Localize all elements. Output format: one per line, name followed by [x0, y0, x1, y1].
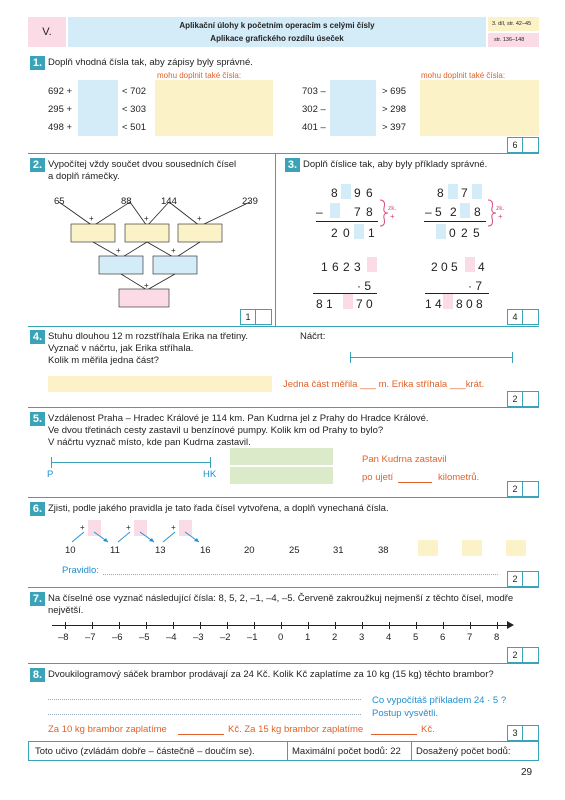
route-line[interactable] — [51, 462, 211, 463]
route-end-hk — [210, 457, 211, 468]
axis-tick[interactable] — [146, 622, 147, 629]
divider-1 — [28, 153, 539, 154]
input-r2[interactable] — [330, 116, 376, 136]
axis-tick[interactable] — [227, 622, 228, 629]
axis-label: 7 — [467, 632, 473, 643]
axis-label: 1 — [305, 632, 311, 643]
seq-blank-1[interactable] — [418, 540, 438, 556]
axis-label: 2 — [332, 632, 338, 643]
input-l2[interactable] — [78, 116, 118, 136]
mul1-r1: 1 6 2 3 — [321, 260, 361, 274]
task-2-score[interactable] — [240, 309, 272, 325]
sub2-r3-2: 2 — [461, 226, 468, 240]
seq-5: 25 — [289, 545, 300, 556]
sub2-line — [424, 221, 486, 222]
axis-tick[interactable] — [119, 622, 120, 629]
axis-tick[interactable] — [362, 622, 363, 629]
mul2-r1b: 4 — [478, 260, 485, 274]
mul1-r2: · 5 — [357, 279, 372, 293]
input-l1[interactable] — [78, 98, 118, 118]
sub1-r2-1: 7 — [354, 205, 361, 219]
sub1-box-a[interactable] — [341, 184, 351, 199]
mul2-box-a[interactable] — [465, 257, 475, 272]
task-8-hint-2: Postup vysvětli. — [372, 708, 438, 719]
task-3-points: 4 — [508, 310, 523, 324]
mul2-r3b: 8 0 8 — [456, 297, 483, 311]
mul1-r3b: 7 0 — [356, 297, 373, 311]
task-7-text-1: Na číselné ose vyznač následující čísla: 8, 5, 2, –1, –4, –5. Červeně zakroužkuj nejmenší z těchto čísel, modře — [48, 593, 514, 604]
task-4-work-area[interactable] — [48, 376, 272, 392]
pyramid-box-4 — [99, 256, 143, 274]
pyramid-box-3 — [178, 224, 222, 242]
pyramid-box-6 — [119, 289, 169, 307]
mul2-r3a: 1 4 — [425, 297, 442, 311]
task-2-points: 1 — [241, 310, 256, 324]
sub1-zk-plus: + — [390, 212, 395, 221]
chapter-label: V. — [42, 26, 52, 38]
footer-self-eval[interactable]: Toto učivo (zvládám dobře – částečně – doučím se). — [35, 746, 255, 757]
extra-l2[interactable] — [155, 116, 273, 136]
sub1-r2-2: 8 — [366, 205, 373, 219]
task-8-blank-2[interactable] — [371, 734, 417, 735]
axis-tick[interactable] — [65, 622, 66, 629]
axis-label: 4 — [386, 632, 392, 643]
pyr-n0: 65 — [54, 196, 65, 207]
sub1-r3-3: 1 — [368, 226, 375, 240]
pyr-n2: 144 — [161, 196, 177, 207]
axis-label: –2 — [220, 632, 231, 643]
seq-4: 20 — [244, 545, 255, 556]
task-6-score[interactable] — [507, 571, 539, 587]
row-r0-b: > 695 — [382, 86, 407, 97]
pyramid-box-5 — [153, 256, 197, 274]
axis-label: –8 — [58, 632, 69, 643]
ribbon-end-left — [350, 352, 351, 363]
divider-3 — [28, 407, 539, 408]
mul2-r2: · 7 — [468, 279, 483, 293]
task-5-answer-2a: po ujetí — [362, 472, 394, 483]
sub1-box-b[interactable] — [330, 203, 340, 218]
axis-tick[interactable] — [92, 622, 93, 629]
task-8-line-1[interactable] — [48, 699, 361, 700]
sub2-r3-3: 5 — [473, 226, 480, 240]
divider-2 — [28, 326, 539, 327]
ref-text-2: str. 136–148 — [494, 37, 525, 43]
axis-tick[interactable] — [173, 622, 174, 629]
task-1-hint-left: mohu doplnit také čísla: — [157, 71, 242, 80]
task-5-text-2: Ve dvou třetinách cesty zastavil u benzínové pumpy. Kolik km od Prahy to bylo? — [48, 425, 384, 436]
task-1-hint-right: mohu doplnit také čísla: — [421, 71, 506, 80]
extra-r0[interactable] — [420, 80, 539, 100]
task-1-text: Doplň vhodná čísla tak, aby zápisy byly správné. — [48, 57, 253, 68]
axis-label: 3 — [359, 632, 365, 643]
seq-blank-3[interactable] — [506, 540, 526, 556]
extra-l0[interactable] — [155, 80, 273, 100]
task-8-points: 3 — [508, 726, 523, 740]
sub1-r3-1: 0 — [343, 226, 350, 240]
sub1-box-c[interactable] — [354, 224, 364, 239]
extra-r2[interactable] — [420, 116, 539, 136]
task-4-text-2: Vyznač v náčrtu, jak Erika stříhala. — [48, 343, 194, 354]
task-2-text-1: Vypočítej vždy součet dvou sousedních čísel — [48, 159, 237, 170]
seq-1: 11 — [110, 545, 120, 556]
task-5-points: 2 — [508, 482, 523, 496]
sub2-box-b[interactable] — [472, 184, 482, 199]
task-5-work-1[interactable] — [230, 448, 333, 465]
axis-tick[interactable] — [308, 622, 309, 629]
mul2-box-b[interactable] — [443, 294, 453, 309]
pyr-plus-6: + — [144, 281, 149, 290]
divider-4 — [28, 497, 539, 498]
row-r0-a: 703 – — [302, 86, 326, 97]
seq-plus-1: + — [80, 523, 85, 532]
task-8-answer-1b: Kč. Za 15 kg brambor zaplatíme — [228, 724, 364, 735]
task-8-score[interactable] — [507, 725, 539, 741]
row-r2-b: > 397 — [382, 122, 407, 133]
task-6-rule-line[interactable] — [103, 574, 498, 575]
pyr-plus-1: + — [89, 214, 94, 223]
ribbon-end-right — [512, 352, 513, 363]
axis-label: –3 — [193, 632, 204, 643]
task-4-answer: Jedna část měřila ___ m. Erika stříhala ___krát. — [283, 379, 485, 390]
ribbon-line[interactable] — [350, 357, 513, 358]
page-number: 29 — [521, 767, 533, 778]
row-l2-a: 498 + — [48, 122, 73, 133]
seq-7: 38 — [378, 545, 389, 556]
sub2-r2-2: 8 — [474, 205, 481, 219]
sub2-box-d[interactable] — [436, 224, 446, 239]
label-hk: HK — [203, 469, 217, 480]
row-r1-b: > 298 — [382, 104, 407, 115]
task-1-number: 1. — [30, 56, 45, 70]
task-4-number: 4. — [30, 330, 45, 344]
axis-tick[interactable] — [497, 622, 498, 629]
row-l0-b: < 702 — [122, 86, 147, 97]
row-r1-a: 302 – — [302, 104, 326, 115]
chapter-box — [28, 17, 66, 47]
ref-text-1: 3. díl, str. 42–45 — [492, 21, 532, 27]
row-r2-a: 401 – — [302, 122, 326, 133]
sub2-r1-0: 8 — [437, 186, 444, 200]
sub1-check-brace — [378, 198, 390, 228]
input-l0[interactable] — [78, 80, 118, 100]
axis-tick[interactable] — [416, 622, 417, 629]
mul1-r3a: 8 1 — [316, 297, 333, 311]
sub1-line — [316, 221, 378, 222]
extra-l1[interactable] — [155, 98, 273, 118]
axis-label: –6 — [112, 632, 123, 643]
sub2-r2-0: 2 — [450, 205, 457, 219]
task-3-text: Doplň číslice tak, aby byly příklady správné. — [303, 159, 488, 170]
axis-label: 0 — [278, 632, 284, 643]
footer-table — [28, 741, 539, 761]
sum-pyramid — [45, 190, 275, 315]
task-6-text: Zjisti, podle jakého pravidla je tato řada čísel vytvořena, a doplň vynechaná čísla. — [48, 503, 389, 514]
task-7-points: 2 — [508, 648, 523, 662]
axis-label: –7 — [85, 632, 96, 643]
axis-tick[interactable] — [470, 622, 471, 629]
task-2-text-2: a doplň rámečky. — [48, 171, 120, 182]
axis-label: –4 — [166, 632, 177, 643]
task-5-blank[interactable] — [398, 482, 432, 483]
sub2-op: – 5 — [425, 205, 442, 219]
ref-box-2 — [488, 33, 539, 47]
title-box — [68, 17, 486, 47]
axis-arrow — [507, 621, 514, 629]
row-l1-a: 295 + — [48, 104, 73, 115]
task-1-points: 6 — [508, 138, 523, 152]
extra-r1[interactable] — [420, 98, 539, 118]
footer-divider-1 — [287, 742, 288, 760]
divider-v — [275, 153, 276, 326]
pyr-plus-3: + — [197, 214, 202, 223]
sub2-r3-1: 0 — [449, 226, 456, 240]
task-4-points: 2 — [508, 392, 523, 406]
task-6-points: 2 — [508, 572, 523, 586]
seq-plus-2: + — [126, 523, 131, 532]
axis-tick[interactable] — [335, 622, 336, 629]
divider-6 — [28, 663, 539, 664]
task-6-number: 6. — [30, 502, 45, 516]
axis-tick[interactable] — [389, 622, 390, 629]
task-7-text-2: největší. — [48, 605, 84, 616]
title-line-1: Aplikační úlohy k početním operacím s celými čísly — [179, 21, 375, 30]
mul1-box-a[interactable] — [367, 257, 377, 272]
seq-0: 10 — [65, 545, 76, 556]
task-8-line-2[interactable] — [48, 714, 361, 715]
sub2-box-a[interactable] — [448, 184, 458, 199]
route-end-p — [51, 457, 52, 468]
sub2-box-c[interactable] — [460, 203, 470, 218]
pyr-plus-4: + — [116, 246, 121, 255]
task-4-sketch-label: Náčrt: — [300, 331, 326, 342]
axis-label: –1 — [247, 632, 258, 643]
task-5-text-3: V náčrtu vyznač místo, kde pan Kudrna zastavil. — [48, 437, 251, 448]
axis-tick[interactable] — [443, 622, 444, 629]
task-8-answer-1a: Za 10 kg brambor zaplatíme — [48, 724, 167, 735]
task-2-number: 2. — [30, 158, 45, 172]
divider-5 — [28, 587, 539, 588]
footer-divider-2 — [411, 742, 412, 760]
seq-2: 13 — [155, 545, 166, 556]
footer-achieved-points[interactable]: Dosažený počet bodů: — [416, 746, 511, 757]
axis-tick[interactable] — [254, 622, 255, 629]
input-r1[interactable] — [330, 98, 376, 118]
axis-tick[interactable] — [200, 622, 201, 629]
mul2-r1a: 2 0 5 — [431, 260, 458, 274]
task-8-answer-1c: Kč. — [421, 724, 435, 735]
ref-box-1 — [488, 17, 539, 31]
task-8-hint-1: Co vypočítáš příkladem 24 · 5 ? — [372, 695, 507, 706]
sub1-r1-3: 6 — [366, 186, 373, 200]
sub1-op: – — [316, 205, 323, 219]
pyr-plus-2: + — [144, 214, 149, 223]
task-4-score[interactable] — [507, 391, 539, 407]
mul1-box-b[interactable] — [343, 294, 353, 309]
task-8-number: 8. — [30, 668, 45, 682]
seq-plus-3: + — [171, 523, 176, 532]
task-3-score[interactable] — [507, 309, 539, 325]
label-p: P — [47, 469, 54, 480]
axis-label: 6 — [440, 632, 446, 643]
seq-blank-2[interactable] — [462, 540, 482, 556]
sub2-r1-2: 7 — [461, 186, 468, 200]
pyr-n3: 239 — [242, 196, 258, 207]
seq-arrows — [60, 528, 220, 548]
sub2-zk: zk. — [496, 205, 505, 212]
pyramid-box-1 — [71, 224, 115, 242]
task-5-score[interactable] — [507, 481, 539, 497]
input-r0[interactable] — [330, 80, 376, 100]
mul2-line — [425, 293, 489, 294]
sub1-r1-2: 9 — [354, 186, 361, 200]
seq-6: 31 — [333, 545, 344, 556]
task-7-score[interactable] — [507, 647, 539, 663]
task-5-text-1: Vzdálenost Praha – Hradec Králové je 114 km. Pan Kudrna jel z Prahy do Hradce Králové. — [48, 413, 429, 424]
sub2-check-brace — [486, 198, 498, 228]
sub2-zk-plus: + — [498, 212, 503, 221]
sub1-r3-0: 2 — [331, 226, 338, 240]
task-3-number: 3. — [285, 158, 300, 172]
task-6-rule-label: Pravidlo: — [62, 565, 99, 576]
pyr-plus-5: + — [171, 246, 176, 255]
task-7-number: 7. — [30, 592, 45, 606]
task-5-answer-2b: kilometrů. — [438, 472, 480, 483]
row-l2-b: < 501 — [122, 122, 147, 133]
row-l1-b: < 303 — [122, 104, 147, 115]
axis-label: 8 — [494, 632, 500, 643]
row-l0-a: 692 + — [48, 86, 73, 97]
pyr-n1: 88 — [121, 196, 132, 207]
task-8-text: Dvoukilogramový sáček brambor prodávají za 24 Kč. Kolik Kč zaplatíme za 10 kg (15 kg) těchto brambor? — [48, 669, 494, 680]
task-1-score[interactable] — [507, 137, 539, 153]
axis-label: –5 — [139, 632, 150, 643]
task-4-text-1: Stuhu dlouhou 12 m rozstříhala Erika na třetiny. — [48, 331, 248, 342]
sub1-r1-0: 8 — [331, 186, 338, 200]
axis-tick[interactable] — [281, 622, 282, 629]
axis-label: 5 — [413, 632, 419, 643]
footer-max-points: Maximální počet bodů: 22 — [292, 746, 401, 757]
title-line-2: Aplikace grafického rozdílu úseček — [210, 34, 344, 43]
task-5-number: 5. — [30, 412, 45, 426]
task-8-blank-1[interactable] — [178, 734, 224, 735]
task-5-answer-1: Pan Kudrna zastavil — [362, 454, 447, 465]
task-4-text-3: Kolik m měřila jedna část? — [48, 355, 159, 366]
header — [28, 17, 539, 47]
sub1-zk: zk. — [388, 205, 397, 212]
seq-3: 16 — [200, 545, 211, 556]
task-5-work-2[interactable] — [230, 467, 333, 484]
pyramid-box-2 — [125, 224, 169, 242]
